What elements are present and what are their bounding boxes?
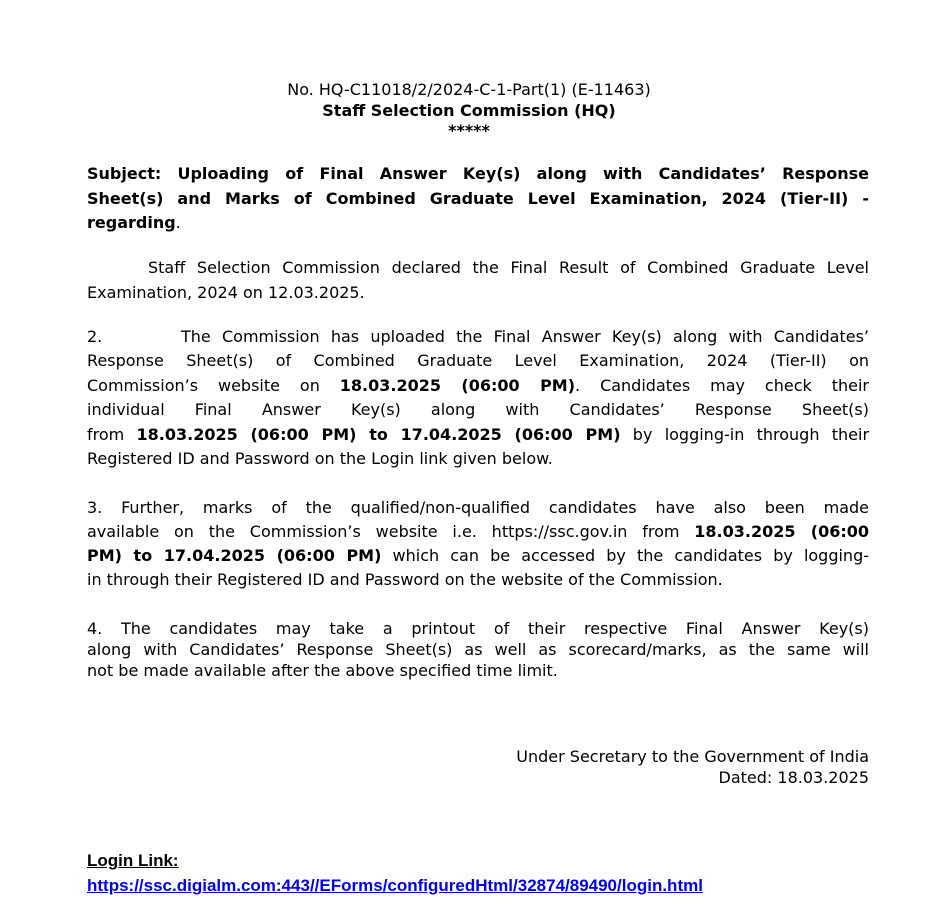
para1-line-2: Examination, 2024 on 12.03.2025. <box>87 283 365 302</box>
reference-number: No. HQ-C11018/2/2024-C-1-Part(1) (E-11463) <box>287 80 651 99</box>
subject-line-1: Subject: Uploading of Final Answer Key(s) along with Candidates’ Response <box>87 164 869 183</box>
para1-line-1: Staff Selection Commission declared the Final Result of Combined Graduate Level <box>148 258 869 277</box>
upload-date: 18.03.2025 (06:00 PM) <box>339 376 576 395</box>
subject-line-2: Sheet(s) and Marks of Combined Graduate Level Examination, 2024 (Tier-II) - <box>87 189 869 208</box>
para4-line-2: along with Candidates’ Response Sheet(s) as well as scorecard/marks, as the same will <box>87 640 869 659</box>
signatory-title: Under Secretary to the Government of India <box>516 747 869 766</box>
para4-line-3: not be made available after the above specified time limit. <box>87 661 558 680</box>
organization-name: Staff Selection Commission (HQ) <box>322 101 616 120</box>
separator-stars: ***** <box>448 121 490 140</box>
subject-regarding: regarding <box>87 213 176 232</box>
para2-line-4: individual Final Answer Key(s) along with Candidates’ Response Sheet(s) <box>87 400 869 419</box>
para2-line-3: Commission’s website on 18.03.2025 (06:00 PM). Candidates may check their <box>87 376 869 395</box>
para3-line-3: PM) to 17.04.2025 (06:00 PM) which can be accessed by the candidates by logging- <box>87 546 870 565</box>
signature-date: Dated: 18.03.2025 <box>718 768 869 787</box>
para2-line-6: Registered ID and Password on the Login link given below. <box>87 449 553 468</box>
para2-line-2: Response Sheet(s) of Combined Graduate Level Examination, 2024 (Tier-II) on <box>87 351 869 370</box>
marks-start-date: 18.03.2025 (06:00 <box>694 522 870 541</box>
para3-line-2: available on the Commission’s website i.e. https://ssc.gov.in from 18.03.2025 (06:00 <box>87 522 870 541</box>
availability-window: 18.03.2025 (06:00 PM) to 17.04.2025 (06:00 PM) <box>136 425 621 444</box>
para2-line-1: 2. The Commission has uploaded the Final Answer Key(s) along with Candidates’ <box>87 327 869 346</box>
para2-line-5: from 18.03.2025 (06:00 PM) to 17.04.2025 (06:00 PM) by logging-in through their <box>87 425 870 444</box>
marks-window: PM) to 17.04.2025 (06:00 PM) <box>87 546 382 565</box>
para3-line-1: 3. Further, marks of the qualified/non-qualified candidates have also been made <box>87 498 869 517</box>
para4-line-1: 4. The candidates may take a printout of their respective Final Answer Key(s) <box>87 619 869 638</box>
subject-line-3: regarding. <box>87 213 181 232</box>
login-link-label: Login Link: <box>87 851 179 870</box>
para3-line-4: in through their Registered ID and Password on the website of the Commission. <box>87 570 723 589</box>
login-link[interactable]: https://ssc.digialm.com:443//EForms/configuredHtml/32874/89490/login.html <box>87 876 703 895</box>
